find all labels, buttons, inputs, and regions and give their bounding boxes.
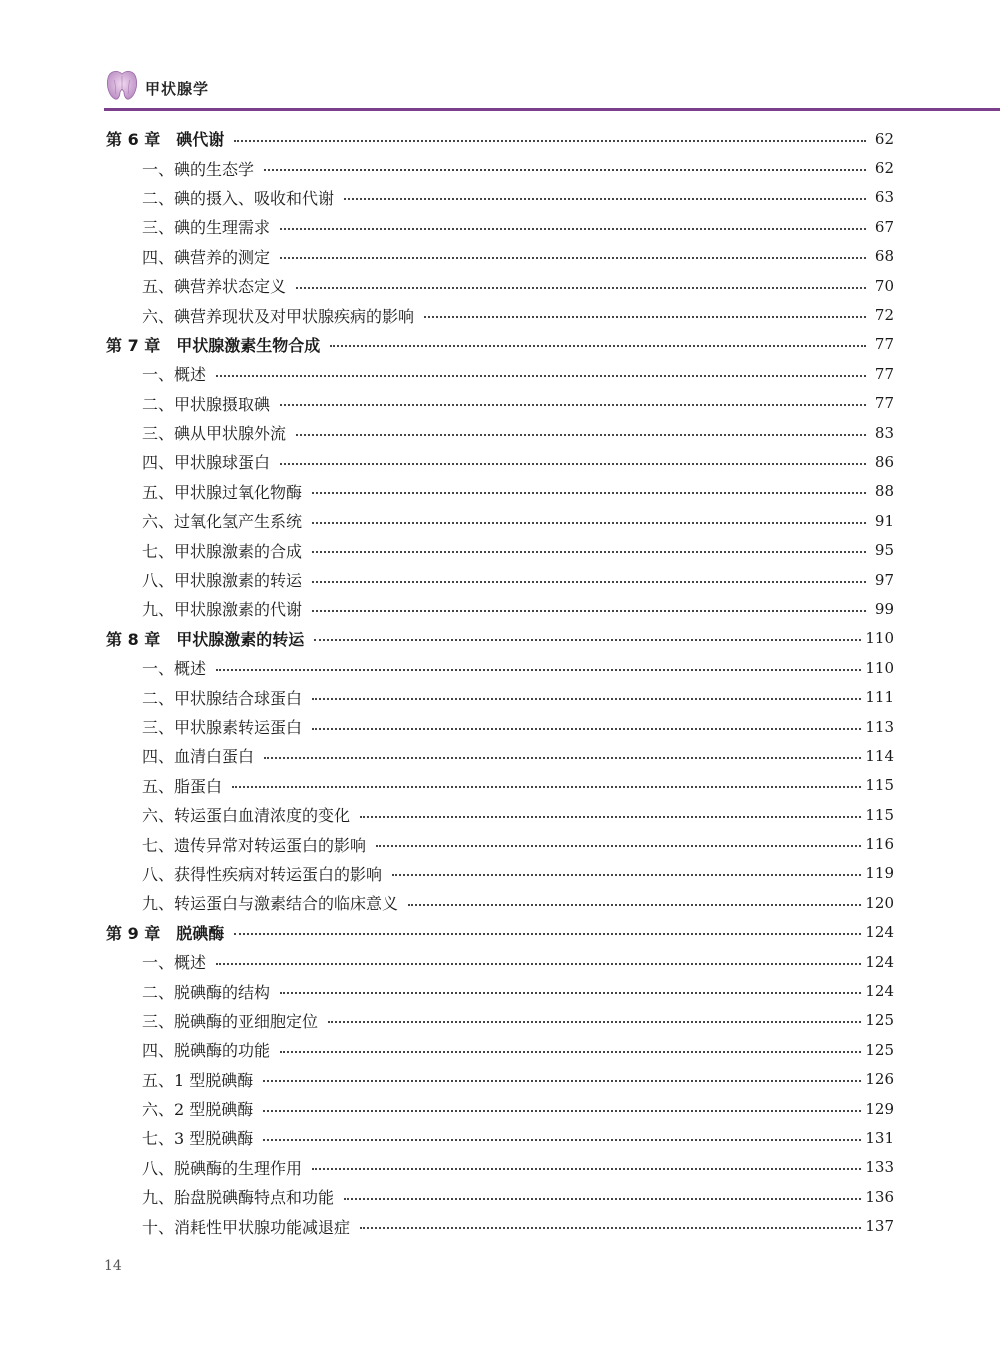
- toc-entry-page: 83: [874, 423, 894, 442]
- toc-entry-title: 二、甲状腺摄取碘: [142, 394, 271, 414]
- toc-entry-page: 110: [865, 629, 894, 648]
- toc-entry-title: 六、碘营养现状及对甲状腺疾病的影响: [142, 306, 415, 326]
- toc-entry-page: 111: [865, 688, 894, 707]
- dot-leader: [296, 287, 866, 289]
- dot-leader: [216, 963, 861, 965]
- toc-entry-page: 62: [874, 159, 894, 178]
- dot-leader: [216, 375, 866, 377]
- toc-entry-page: 137: [865, 1217, 894, 1236]
- toc-section-entry[interactable]: [106, 947, 894, 976]
- toc-entry-page: 124: [865, 982, 894, 1001]
- toc-entry-title: 三、甲状腺素转运蛋白: [142, 718, 303, 737]
- toc-section-entry[interactable]: [106, 859, 894, 888]
- toc-section-entry[interactable]: [106, 1153, 894, 1182]
- dot-leader: [360, 1227, 861, 1229]
- dot-leader: [312, 522, 866, 524]
- dot-leader: [408, 904, 861, 906]
- toc-entry-title: 三、碘的生理需求: [142, 218, 271, 238]
- toc-section-entry[interactable]: [106, 447, 894, 476]
- toc-section-entry[interactable]: [106, 1182, 894, 1211]
- toc-entry-title: 七、甲状腺激素的合成: [142, 541, 303, 561]
- dot-leader: [263, 1110, 861, 1112]
- toc-entry-title: 一、概述: [142, 659, 207, 679]
- toc-section-entry[interactable]: [106, 535, 894, 564]
- toc-entry-title: 二、甲状腺结合球蛋白: [142, 688, 303, 708]
- toc-entry-title: 二、脱碘酶的结构: [142, 982, 271, 1002]
- dot-leader: [312, 610, 866, 612]
- table-of-contents: [106, 124, 894, 1241]
- toc-entry-title: 六、过氧化氢产生系统: [142, 512, 303, 532]
- toc-entry-title: 二、碘的摄入、吸收和代谢: [142, 188, 335, 208]
- toc-section-entry[interactable]: [106, 976, 894, 1005]
- dot-leader: [280, 992, 861, 994]
- toc-entry-page: 125: [865, 1011, 894, 1030]
- toc-entry-page: 120: [865, 893, 894, 912]
- toc-section-entry[interactable]: [106, 389, 894, 418]
- toc-entry-page: 126: [865, 1070, 894, 1089]
- header-rule: [104, 108, 1000, 111]
- dot-leader: [264, 757, 861, 759]
- toc-section-entry[interactable]: [106, 682, 894, 711]
- toc-entry-page: 95: [874, 541, 894, 560]
- toc-entry-title: 八、获得性疾病对转运蛋白的影响: [142, 864, 383, 884]
- dot-leader: [264, 169, 866, 171]
- toc-section-entry[interactable]: [106, 359, 894, 388]
- page-header: [0, 0, 1000, 112]
- toc-entry-page: 125: [865, 1040, 894, 1059]
- toc-entry-title: 四、碘营养的测定: [142, 247, 271, 267]
- toc-entry-title: 第 7 章 甲状腺激素生物合成: [106, 335, 321, 355]
- dot-leader: [234, 933, 861, 935]
- toc-entry-title: 五、脂蛋白: [142, 776, 223, 796]
- toc-entry-page: 68: [874, 247, 894, 266]
- toc-entry-page: 77: [874, 394, 894, 413]
- dot-leader: [330, 345, 866, 347]
- dot-leader: [312, 492, 866, 494]
- toc-entry-page: 115: [865, 805, 894, 824]
- toc-entry-title: 八、脱碘酶的生理作用: [142, 1158, 303, 1178]
- dot-leader: [328, 1021, 861, 1023]
- toc-entry-page: 99: [874, 599, 894, 618]
- toc-entry-title: 一、概述: [142, 953, 207, 973]
- toc-entry-title: 九、甲状腺激素的代谢: [142, 600, 303, 620]
- dot-leader: [424, 316, 866, 318]
- thyroid-icon: [104, 68, 140, 102]
- toc-section-entry[interactable]: [106, 1094, 894, 1123]
- toc-entry-title: 七、遗传异常对转运蛋白的影响: [142, 835, 367, 855]
- dot-leader: [376, 845, 861, 847]
- toc-entry-page: 115: [865, 776, 894, 795]
- toc-entry-page: 86: [874, 452, 894, 471]
- toc-entry-page: 77: [874, 364, 894, 383]
- toc-entry-title: 第 9 章 脱碘酶: [106, 923, 225, 943]
- dot-leader: [216, 669, 861, 671]
- toc-section-entry[interactable]: [106, 888, 894, 917]
- toc-section-entry[interactable]: [106, 477, 894, 506]
- toc-entry-page: 119: [865, 864, 894, 883]
- dot-leader: [360, 816, 861, 818]
- toc-entry-page: 113: [865, 717, 894, 736]
- toc-entry-page: 114: [865, 746, 894, 765]
- toc-section-entry[interactable]: [106, 594, 894, 623]
- toc-entry-title: 四、甲状腺球蛋白: [142, 453, 271, 473]
- toc-entry-title: 第 6 章 碘代谢: [106, 130, 225, 150]
- toc-entry-title: 九、转运蛋白与激素结合的临床意义: [142, 894, 399, 914]
- dot-leader: [263, 1080, 861, 1082]
- toc-section-entry[interactable]: [106, 271, 894, 300]
- dot-leader: [312, 581, 866, 583]
- toc-section-entry[interactable]: [106, 212, 894, 241]
- toc-section-entry[interactable]: [106, 565, 894, 594]
- toc-entry-title: 五、碘营养状态定义: [142, 277, 287, 297]
- toc-entry-page: 63: [874, 188, 894, 207]
- dot-leader: [296, 434, 866, 436]
- dot-leader: [263, 1139, 861, 1141]
- dot-leader: [312, 698, 861, 700]
- toc-section-entry[interactable]: [106, 300, 894, 329]
- toc-entry-title: 四、脱碘酶的功能: [142, 1041, 271, 1061]
- toc-entry-title: 四、血清白蛋白: [142, 747, 255, 767]
- toc-section-entry[interactable]: [106, 183, 894, 212]
- toc-section-entry[interactable]: [106, 712, 894, 741]
- toc-entry-page: 116: [865, 835, 894, 854]
- toc-entry-page: 97: [874, 570, 894, 589]
- dot-leader: [280, 404, 866, 406]
- toc-entry-page: 70: [874, 276, 894, 295]
- toc-entry-page: 110: [865, 658, 894, 677]
- toc-section-entry[interactable]: [106, 653, 894, 682]
- toc-section-entry[interactable]: [106, 1065, 894, 1094]
- dot-leader: [232, 786, 861, 788]
- toc-entry-title: 十、消耗性甲状腺功能减退症: [142, 1217, 351, 1237]
- book-title: 甲状腺学: [145, 80, 210, 98]
- toc-entry-title: 一、碘的生态学: [142, 159, 255, 179]
- toc-section-entry[interactable]: [106, 506, 894, 535]
- toc-chapter-entry[interactable]: [106, 124, 894, 153]
- dot-leader: [392, 874, 861, 876]
- toc-entry-page: 124: [865, 952, 894, 971]
- page-number: 14: [104, 1258, 122, 1274]
- toc-entry-page: 88: [874, 482, 894, 501]
- dot-leader: [344, 1198, 861, 1200]
- toc-entry-page: 67: [874, 217, 894, 236]
- dot-leader: [280, 228, 866, 230]
- toc-section-entry[interactable]: [106, 1006, 894, 1035]
- toc-chapter-entry[interactable]: [106, 624, 894, 653]
- toc-section-entry[interactable]: [106, 1211, 894, 1240]
- toc-section-entry[interactable]: [106, 242, 894, 271]
- toc-entry-page: 136: [865, 1187, 894, 1206]
- toc-entry-page: 133: [865, 1158, 894, 1177]
- toc-entry-title: 五、甲状腺过氧化物酶: [142, 482, 303, 502]
- dot-leader: [280, 463, 866, 465]
- toc-chapter-entry[interactable]: [106, 330, 894, 359]
- toc-entry-title: 三、脱碘酶的亚细胞定位: [142, 1011, 319, 1031]
- toc-entry-title: 九、胎盘脱碘酶特点和功能: [142, 1188, 335, 1208]
- toc-entry-page: 129: [865, 1099, 894, 1118]
- toc-section-entry[interactable]: [106, 741, 894, 770]
- dot-leader: [280, 257, 866, 259]
- dot-leader: [280, 1051, 861, 1053]
- toc-entry-title: 七、3 型脱碘酶: [142, 1129, 254, 1149]
- toc-entry-title: 六、转运蛋白血清浓度的变化: [142, 806, 351, 826]
- toc-entry-page: 72: [874, 306, 894, 325]
- dot-leader: [312, 1168, 861, 1170]
- toc-section-entry[interactable]: [106, 418, 894, 447]
- toc-entry-page: 91: [874, 511, 894, 530]
- toc-section-entry[interactable]: [106, 800, 894, 829]
- toc-entry-title: 三、碘从甲状腺外流: [142, 424, 287, 444]
- toc-entry-title: 第 8 章 甲状腺激素的转运: [106, 629, 305, 649]
- dot-leader: [312, 551, 866, 553]
- toc-entry-page: 62: [874, 129, 894, 148]
- toc-entry-page: 131: [865, 1128, 894, 1147]
- toc-entry-page: 124: [865, 923, 894, 942]
- toc-entry-title: 六、2 型脱碘酶: [142, 1100, 254, 1120]
- dot-leader: [234, 140, 866, 142]
- toc-entry-page: 77: [874, 335, 894, 354]
- toc-chapter-entry[interactable]: [106, 918, 894, 947]
- toc-section-entry[interactable]: [106, 153, 894, 182]
- toc-entry-title: 五、1 型脱碘酶: [142, 1070, 254, 1090]
- dot-leader: [344, 198, 866, 200]
- toc-section-entry[interactable]: [106, 829, 894, 858]
- dot-leader: [312, 728, 861, 730]
- toc-section-entry[interactable]: [106, 1035, 894, 1064]
- dot-leader: [314, 639, 861, 641]
- toc-entry-title: 八、甲状腺激素的转运: [142, 571, 303, 591]
- toc-section-entry[interactable]: [106, 771, 894, 800]
- toc-section-entry[interactable]: [106, 1123, 894, 1152]
- toc-entry-title: 一、概述: [142, 365, 207, 385]
